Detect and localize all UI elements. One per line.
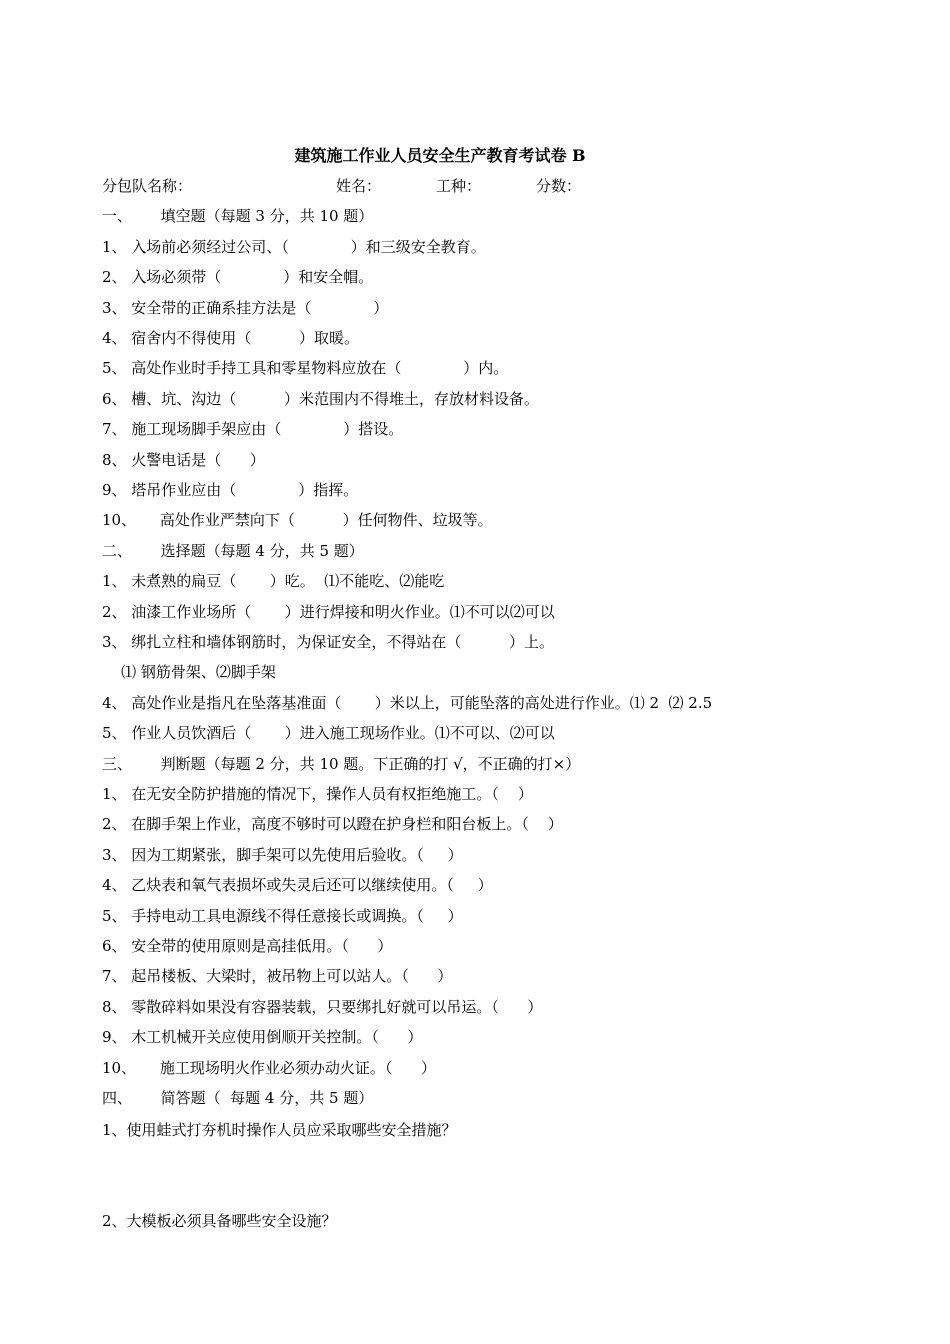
- question-item: 2、 入场必须带（ ）和安全帽。: [102, 268, 374, 286]
- question-item: 9、 木工机械开关应使用倒顺开关控制。（ ）: [102, 1028, 423, 1046]
- question-options: ⑴ 钢筋骨架、⑵脚手架: [102, 663, 276, 681]
- trade-label: 工种：: [436, 177, 482, 195]
- question-item: 2、 在脚手架上作业，高度不够时可以蹬在护身栏和阳台板上。（ ）: [102, 815, 563, 833]
- team-name-label: 分包队名称：: [102, 177, 193, 195]
- section-heading-fill-blank: 一、 填空题（每题 3 分，共 10 题）: [102, 207, 374, 225]
- question-item: 4、 乙炔表和氧气表损坏或失灵后还可以继续使用。（ ）: [102, 876, 493, 894]
- question-item: 3、 安全带的正确系挂方法是（ ）: [102, 299, 389, 317]
- question-item: 5、 作业人员饮酒后（ ）进入施工现场作业。⑴不可以、⑵可以: [102, 724, 555, 742]
- question-item: 6、 槽、坑、沟边（ ）米范围内不得堆土，存放材料设备。: [102, 390, 539, 408]
- question-item: 9、 塔吊作业应由（ ）指挥。: [102, 481, 359, 499]
- question-item: 3、 绑扎立柱和墙体钢筋时，为保证安全，不得站在（ ）上。: [102, 633, 554, 651]
- question-item: 3、 因为工期紧张，脚手架可以先使用后验收。（ ）: [102, 846, 463, 864]
- question-item: 5、 手持电动工具电源线不得任意接长或调换。（ ）: [102, 907, 463, 925]
- exam-header-fields: [102, 176, 862, 196]
- question-item: 10、 高处作业严禁向下（ ）任何物件、垃圾等。: [102, 511, 493, 529]
- question-item: 10、 施工现场明火作业必须办动火证。（ ）: [102, 1059, 437, 1077]
- section-heading-true-false: 三、 判断题（每题 2 分，共 10 题。下正确的打 √，不正确的打×）: [102, 755, 581, 773]
- student-name-label: 姓名：: [336, 177, 382, 195]
- question-item: 1、 入场前必须经过公司、（ ）和三级安全教育。: [102, 238, 486, 256]
- section-heading-multiple-choice: 二、 选择题（每题 4 分，共 5 题）: [102, 542, 364, 560]
- question-item: 7、 起吊楼板、大梁时，被吊物上可以站人。（ ）: [102, 967, 453, 985]
- question-item: 4、 宿舍内不得使用（ ）取暖。: [102, 329, 359, 347]
- question-item: 7、 施工现场脚手架应由（ ）搭设。: [102, 420, 404, 438]
- question-item: 1、 未煮熟的扁豆（ ）吃。 ⑴不能吃、⑵能吃: [102, 572, 445, 590]
- question-item: 8、 火警电话是（ ）: [102, 451, 265, 469]
- score-label: 分数：: [536, 177, 582, 195]
- question-item: 6、 安全带的使用原则是高挂低用。（ ）: [102, 937, 393, 955]
- exam-title: 建筑施工作业人员安全生产教育考试卷 B: [294, 146, 586, 165]
- question-item: 5、 高处作业时手持工具和零星物料应放在（ ）内。: [102, 359, 509, 377]
- question-item: 4、 高处作业是指凡在坠落基准面（ ）米以上，可能坠落的高处进行作业。⑴ 2 ⑵ 2.5: [102, 694, 713, 712]
- question-item: 2、大模板必须具备哪些安全设施？: [102, 1212, 337, 1230]
- section-heading-short-answer: 四、 简答题（ 每题 4 分，共 5 题）: [102, 1089, 374, 1107]
- question-item: 1、 在无安全防护措施的情况下，操作人员有权拒绝施工。（ ）: [102, 785, 533, 803]
- question-item: 1、使用蛙式打夯机时操作人员应采取哪些安全措施？: [102, 1121, 457, 1139]
- question-item: 2、 油漆工作业场所（ ）进行焊接和明火作业。⑴不可以⑵可以: [102, 603, 555, 621]
- question-item: 8、 零散碎料如果没有容器装载，只要绑扎好就可以吊运。（ ）: [102, 998, 543, 1016]
